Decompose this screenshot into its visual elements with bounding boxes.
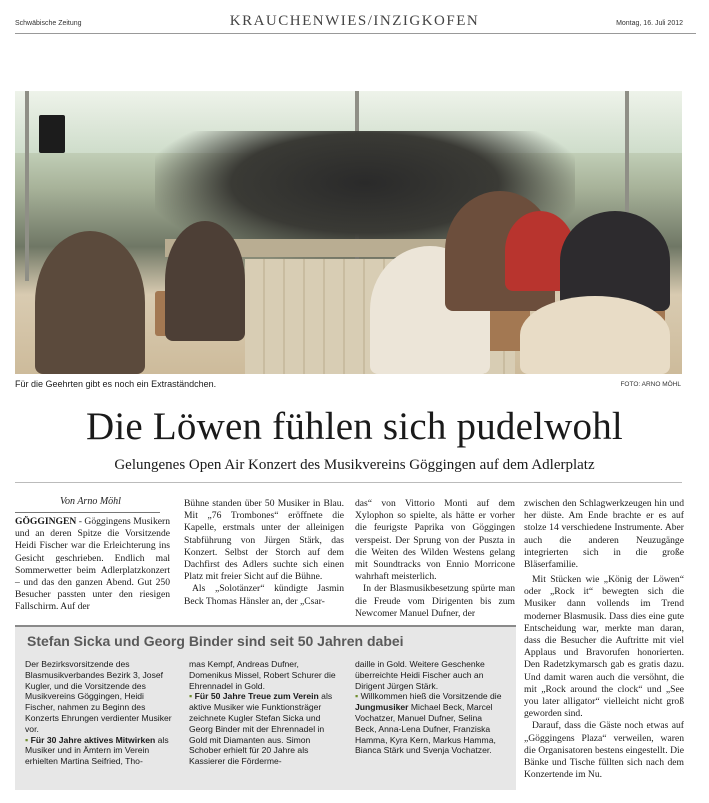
info-paragraph: mas Kempf, Andreas Dufner, Domenikus Missel, Robert Schurer die Ehrennadel in Gold. xyxy=(189,659,336,691)
newspaper-name: Schwäbische Zeitung xyxy=(15,20,82,27)
article-author: Von Arno Möhl xyxy=(60,496,121,507)
author-divider xyxy=(15,512,160,513)
audience-member xyxy=(35,231,145,374)
tent-pole xyxy=(25,91,29,281)
issue-date: Montag, 16. Juli 2012 xyxy=(616,20,683,27)
article-subheadline: Gelungenes Open Air Konzert des Musikvereins Göggingen auf dem Adlerplatz xyxy=(114,457,595,473)
article-paragraph: Mit Stücken wie „König der Löwen“ oder „Rock it“ bewegten sich die Musiker dann vollends im Trend moderner Blasmusik. Dass dies eine gute Entscheidung war, merkte man daran, dass die Besucher die Auftritte mit viel Applaus und Bravorufen honorierten. Den Radetzkymarsch gab es gratis dazu. Und damit waren auch die versöhnt, die mit „Rock around the clock“ und „See you later alligator“ vielleicht nicht groß geworden sind. xyxy=(524,574,684,720)
bullet-square-icon: ▪ xyxy=(25,734,29,745)
info-lead: Für 30 Jahre aktives Mitwirken xyxy=(30,734,156,745)
bullet-square-icon: ▪ xyxy=(189,691,193,702)
info-text: als Musiker und in Ämtern im Verein erhielten Martina Seifried, Tho- xyxy=(25,734,169,767)
headline-divider xyxy=(15,482,682,483)
info-lead: Jungmusiker xyxy=(355,702,409,713)
dateline: GÖGGINGEN xyxy=(15,516,77,527)
loudspeaker xyxy=(39,115,65,153)
section-title: KRAUCHENWIES/INZIGKOFEN xyxy=(229,13,480,29)
info-text: als aktive Musiker wie Funktionsträger zeichnete Kugler Stefan Sicka und Georg Binder mit der Ehrennadel in Gold mit Diamanten aus. Simon Schober erhielt für 20 Jahre als Kassierer die Förderme- xyxy=(189,691,333,767)
article-column-4-continued xyxy=(524,574,684,781)
audience-member xyxy=(520,296,670,374)
info-box-title: Stefan Sicka und Georg Binder sind seit 50 Jahren dabei xyxy=(27,633,404,649)
audience-member xyxy=(560,211,670,311)
info-paragraph xyxy=(189,691,339,767)
info-paragraph xyxy=(25,735,175,767)
info-text: Michael Beck, Marcel Vochatzer, Manuel Dufner, Selina Beck, Anna-Lena Dufner, Franziska Hamma, Kyra Kern, Markus Hamma, Bianca Stärk und Svenja Vochatzer. xyxy=(355,702,496,756)
article-paragraph: Als „Solotänzer“ kündigte Jasmin Beck Thomas Hänsler an, der „Csar- xyxy=(184,583,344,607)
article-paragraph: Darauf, dass die Gäste noch etwas auf „Göggingens Plaza“ verweilen, waren die Organisatoren bestens eingestellt. Die Bänke und Tische füllten sich nach dem Konzertende im Nu. xyxy=(524,720,684,781)
info-box xyxy=(15,625,516,790)
article-column-4 xyxy=(524,498,684,571)
info-box-column-1 xyxy=(25,659,175,767)
paragraph-text: - Göggingens Musikern und an deren Spitze die Vorsitzende Heidi Fischer war die Erleichterung ins Gesicht geschrieben. Endlich mal Sommerwetter beim Adlerplatzkonzert – und das den ganzen Abend. Gut 250 Besucher passten unter den riesigen Fallschirm. Auf der xyxy=(15,516,170,613)
article-column-1 xyxy=(15,516,170,614)
photo-credit: FOTO: ARNO MÖHL xyxy=(620,381,681,388)
header-divider xyxy=(15,33,696,34)
concert-photo xyxy=(15,91,682,374)
info-box-column-3 xyxy=(355,659,505,756)
article-paragraph: das“ von Vittorio Monti auf dem Xylophon so spielte, als hätte er vorher die feurigste Paprika von Göggingen verspeist. Der Sprung von der Puszta in die Weiten des Wilden Westens gelang mit Soundtracks von Ennio Morricone wahrhaft meisterlich. xyxy=(355,498,515,583)
article-column-3 xyxy=(355,498,515,620)
article-paragraph: Bühne standen über 50 Musiker in Blau. Mit „76 Trombones“ eröffnete die Kapelle, erstmals unter der alleinigen Stabführung von Jürgen Stärk, das Konzert. Selbst der Storch auf dem Dachfirst des Adlers suchte sich einen Platz mit freier Sicht auf die Bühne. xyxy=(184,498,344,583)
audience-member xyxy=(165,221,245,341)
info-box-column-2 xyxy=(189,659,339,767)
info-paragraph xyxy=(355,691,505,756)
info-paragraph: Der Bezirksvorsitzende des Blasmusikverbandes Bezirk 3, Josef Kugler, und die Vorsitzende des Musikvereins Göggingen, Heidi Fischer, nahmen zu Beginn des Konzerts Ehrungen verdienter Musiker vor. xyxy=(25,659,172,734)
bullet-square-icon: ▪ xyxy=(355,691,359,702)
info-lead: Für 50 Jahre Treue zum Verein xyxy=(194,691,319,702)
article-paragraph: zwischen den Schlagwerkzeugen hin und her düste. Am Ende brachte er es auf stolze 14 verschiedene Instrumente. Aber auch die anderen Neuzugänge integrierten sich in die große Bläserfamilie. xyxy=(524,498,684,571)
article-paragraph: In der Blasmusikbesetzung spürte man die Freude vom Dirigenten bis zum Newcomer Manuel Dufner, der xyxy=(355,583,515,619)
article-headline: Die Löwen fühlen sich pudelwohl xyxy=(86,405,623,448)
article-paragraph xyxy=(15,516,170,614)
info-text: Willkommen hieß die Vorsitzende die xyxy=(358,691,502,702)
photo-caption: Für die Geehrten gibt es noch ein Extraständchen. xyxy=(15,379,217,389)
article-column-2 xyxy=(184,498,344,608)
info-paragraph: daille in Gold. Weitere Geschenke überreichte Heidi Fischer auch an Dirigent Jürgen Stärk. xyxy=(355,659,485,691)
